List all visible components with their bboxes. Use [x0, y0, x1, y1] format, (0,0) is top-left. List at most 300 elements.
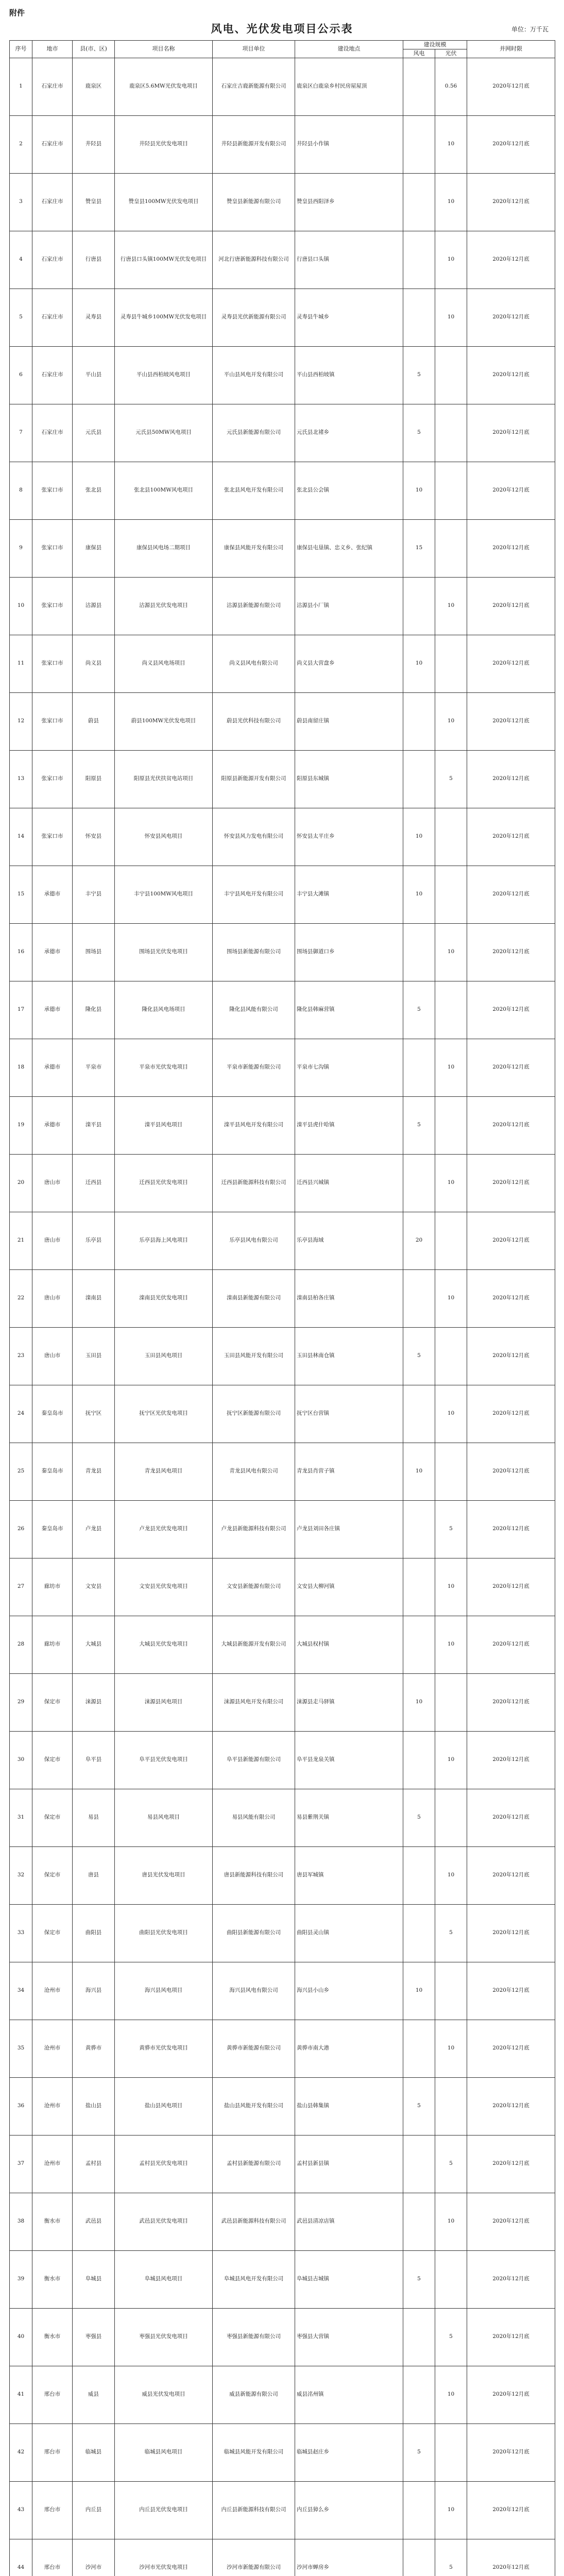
cell-location: 威县洺州镇 [295, 2366, 403, 2424]
cell-time: 2020年12月底 [467, 577, 555, 635]
table-row [10, 462, 555, 519]
cell-wind [403, 577, 435, 635]
cell-solar: 10 [435, 115, 467, 173]
cell-county: 唐县 [73, 1846, 115, 1904]
table-row [10, 2020, 555, 2077]
cell-owner: 易县风能有限公司 [213, 1789, 295, 1846]
col-header-wind: 风电 [403, 49, 435, 58]
cell-project-name: 沽源县光伏发电项目 [115, 577, 213, 635]
cell-county: 怀安县 [73, 808, 115, 866]
cell-city: 沧州市 [32, 2077, 73, 2135]
table-row [10, 58, 555, 115]
cell-location: 武邑县清凉店镇 [295, 2193, 403, 2250]
cell-project-name: 唐县光伏发电项目 [115, 1846, 213, 1904]
cell-location: 卢龙县刘田各庄镇 [295, 1500, 403, 1558]
cell-city: 承德市 [32, 923, 73, 981]
cell-owner: 尚义县风电有限公司 [213, 635, 295, 692]
cell-project-name: 临城县风电项目 [115, 2424, 213, 2481]
cell-solar: 10 [435, 2481, 467, 2539]
cell-solar: 5 [435, 750, 467, 808]
cell-time: 2020年12月底 [467, 2135, 555, 2193]
cell-owner: 平山县风电开发有限公司 [213, 346, 295, 404]
cell-project-name: 围场县光伏发电项目 [115, 923, 213, 981]
cell-owner: 大城县新能源开发有限公司 [213, 1616, 295, 1673]
cell-solar: 10 [435, 923, 467, 981]
cell-county: 尚义县 [73, 635, 115, 692]
cell-wind [403, 2193, 435, 2250]
cell-solar [435, 981, 467, 1039]
cell-location: 海兴县小山乡 [295, 1962, 403, 2020]
table-row [10, 173, 555, 231]
cell-owner: 涞源县风电开发有限公司 [213, 1673, 295, 1731]
cell-location: 怀安县太平庄乡 [295, 808, 403, 866]
cell-wind: 5 [403, 2424, 435, 2481]
cell-time: 2020年12月底 [467, 1385, 555, 1443]
cell-location: 丰宁县大滩镇 [295, 866, 403, 923]
cell-wind [403, 289, 435, 346]
cell-time: 2020年12月底 [467, 692, 555, 750]
cell-project-name: 沙河市光伏发电项目 [115, 2539, 213, 2576]
cell-time: 2020年12月底 [467, 1500, 555, 1558]
cell-city: 邢台市 [32, 2539, 73, 2576]
cell-owner: 抚宁区新能源有限公司 [213, 1385, 295, 1443]
table-row [10, 923, 555, 981]
cell-owner: 灵寿县光伏新能源有限公司 [213, 289, 295, 346]
cell-city: 唐山市 [32, 1212, 73, 1269]
cell-time: 2020年12月底 [467, 2020, 555, 2077]
cell-project-name: 易县风电项目 [115, 1789, 213, 1846]
cell-seq: 8 [10, 462, 32, 519]
cell-project-name: 曲阳县光伏发电项目 [115, 1904, 213, 1962]
cell-project-name: 盐山县风电项目 [115, 2077, 213, 2135]
table-row [10, 1039, 555, 1096]
cell-county: 盐山县 [73, 2077, 115, 2135]
cell-owner: 滦南县新能源有限公司 [213, 1269, 295, 1327]
cell-owner: 卢龙县新能源科技有限公司 [213, 1500, 295, 1558]
col-header-seq: 序号 [10, 41, 32, 58]
cell-time: 2020年12月底 [467, 58, 555, 115]
cell-county: 抚宁区 [73, 1385, 115, 1443]
table-row [10, 1212, 555, 1269]
cell-city: 张家口市 [32, 808, 73, 866]
cell-city: 邢台市 [32, 2366, 73, 2424]
cell-wind [403, 2135, 435, 2193]
cell-location: 枣强县大营镇 [295, 2308, 403, 2366]
table-row [10, 2193, 555, 2250]
cell-city: 唐山市 [32, 1154, 73, 1212]
cell-project-name: 文安县光伏发电项目 [115, 1558, 213, 1616]
cell-city: 保定市 [32, 1789, 73, 1846]
table-row [10, 2366, 555, 2424]
cell-owner: 怀安县风力发电有限公司 [213, 808, 295, 866]
table-row [10, 981, 555, 1039]
cell-project-name: 赞皇县100MW光伏发电项目 [115, 173, 213, 231]
cell-wind [403, 1269, 435, 1327]
cell-city: 沧州市 [32, 1962, 73, 2020]
cell-owner: 曲阳县新能源有限公司 [213, 1904, 295, 1962]
cell-wind [403, 1500, 435, 1558]
cell-solar: 5 [435, 2308, 467, 2366]
table-row [10, 2424, 555, 2481]
cell-county: 卢龙县 [73, 1500, 115, 1558]
cell-solar [435, 2250, 467, 2308]
cell-seq: 12 [10, 692, 32, 750]
cell-seq: 13 [10, 750, 32, 808]
cell-county: 黄骅市 [73, 2020, 115, 2077]
cell-time: 2020年12月底 [467, 2193, 555, 2250]
col-header-scale: 建设规模 [403, 41, 467, 49]
cell-seq: 5 [10, 289, 32, 346]
cell-solar [435, 1327, 467, 1385]
cell-location: 内丘县獐么乡 [295, 2481, 403, 2539]
cell-owner: 黄骅市新能源有限公司 [213, 2020, 295, 2077]
cell-seq: 17 [10, 981, 32, 1039]
table-row [10, 289, 555, 346]
cell-location: 阜城县古城镇 [295, 2250, 403, 2308]
cell-location: 蔚县南留庄镇 [295, 692, 403, 750]
cell-solar: 10 [435, 577, 467, 635]
cell-project-name: 丰宁县100MW风电项目 [115, 866, 213, 923]
cell-project-name: 内丘县光伏发电项目 [115, 2481, 213, 2539]
cell-wind [403, 1154, 435, 1212]
cell-wind [403, 231, 435, 289]
cell-county: 灵寿县 [73, 289, 115, 346]
cell-wind [403, 1846, 435, 1904]
cell-seq: 40 [10, 2308, 32, 2366]
cell-time: 2020年12月底 [467, 1269, 555, 1327]
table-row [10, 692, 555, 750]
cell-wind [403, 1616, 435, 1673]
cell-solar: 5 [435, 1904, 467, 1962]
cell-wind: 10 [403, 1673, 435, 1731]
cell-wind: 10 [403, 866, 435, 923]
cell-county: 滦南县 [73, 1269, 115, 1327]
cell-project-name: 海兴县风电项目 [115, 1962, 213, 2020]
cell-owner: 丰宁县风电开发有限公司 [213, 866, 295, 923]
cell-city: 秦皇岛市 [32, 1385, 73, 1443]
cell-solar: 10 [435, 1846, 467, 1904]
table-row [10, 1500, 555, 1558]
cell-location: 滦平县虎什哈镇 [295, 1096, 403, 1154]
cell-seq: 10 [10, 577, 32, 635]
cell-project-name: 蔚县100MW光伏发电项目 [115, 692, 213, 750]
col-header-city: 地市 [32, 41, 73, 58]
cell-owner: 井陉县新能源开发有限公司 [213, 115, 295, 173]
cell-location: 盐山县韩集镇 [295, 2077, 403, 2135]
cell-city: 承德市 [32, 866, 73, 923]
cell-county: 威县 [73, 2366, 115, 2424]
cell-owner: 乐亭县风电有限公司 [213, 1212, 295, 1269]
cell-city: 张家口市 [32, 750, 73, 808]
cell-seq: 16 [10, 923, 32, 981]
cell-county: 平泉市 [73, 1039, 115, 1096]
table-row [10, 1904, 555, 1962]
cell-seq: 11 [10, 635, 32, 692]
cell-seq: 22 [10, 1269, 32, 1327]
cell-time: 2020年12月底 [467, 1443, 555, 1500]
cell-owner: 迁西县新能源科技有限公司 [213, 1154, 295, 1212]
cell-seq: 24 [10, 1385, 32, 1443]
cell-city: 石家庄市 [32, 404, 73, 462]
cell-seq: 21 [10, 1212, 32, 1269]
cell-time: 2020年12月底 [467, 404, 555, 462]
cell-city: 唐山市 [32, 1269, 73, 1327]
cell-county: 丰宁县 [73, 866, 115, 923]
col-header-owner: 项目单位 [213, 41, 295, 58]
cell-county: 井陉县 [73, 115, 115, 173]
cell-seq: 33 [10, 1904, 32, 1962]
col-header-solar: 光伏 [435, 49, 467, 58]
cell-owner: 阜城县风电开发有限公司 [213, 2250, 295, 2308]
cell-seq: 31 [10, 1789, 32, 1846]
cell-seq: 20 [10, 1154, 32, 1212]
cell-owner: 沽源县新能源有限公司 [213, 577, 295, 635]
cell-solar [435, 2077, 467, 2135]
cell-county: 滦平县 [73, 1096, 115, 1154]
cell-county: 阳原县 [73, 750, 115, 808]
cell-owner: 枣强县新能源有限公司 [213, 2308, 295, 2366]
cell-county: 枣强县 [73, 2308, 115, 2366]
cell-city: 保定市 [32, 1846, 73, 1904]
cell-wind: 5 [403, 2077, 435, 2135]
cell-city: 保定市 [32, 1731, 73, 1789]
cell-county: 武邑县 [73, 2193, 115, 2250]
cell-solar [435, 1212, 467, 1269]
cell-location: 玉田县林南仓镇 [295, 1327, 403, 1385]
table-row [10, 2308, 555, 2366]
cell-time: 2020年12月底 [467, 289, 555, 346]
cell-wind [403, 692, 435, 750]
project-table-wrapper [9, 40, 555, 2576]
cell-project-name: 阳原县光伏扶贫电站项目 [115, 750, 213, 808]
cell-location: 大城县权村镇 [295, 1616, 403, 1673]
cell-county: 易县 [73, 1789, 115, 1846]
cell-seq: 29 [10, 1673, 32, 1731]
cell-location: 黄骅市南大港 [295, 2020, 403, 2077]
cell-city: 石家庄市 [32, 231, 73, 289]
cell-solar: 10 [435, 2020, 467, 2077]
cell-time: 2020年12月底 [467, 231, 555, 289]
cell-location: 元氏县北褚乡 [295, 404, 403, 462]
cell-county: 围场县 [73, 923, 115, 981]
cell-city: 承德市 [32, 1039, 73, 1096]
cell-project-name: 武邑县光伏发电项目 [115, 2193, 213, 2250]
cell-owner: 河北行唐新能源科技有限公司 [213, 231, 295, 289]
table-row [10, 1789, 555, 1846]
cell-wind: 5 [403, 346, 435, 404]
cell-wind [403, 1039, 435, 1096]
cell-solar: 0.56 [435, 58, 467, 115]
cell-city: 保定市 [32, 1904, 73, 1962]
cell-seq: 32 [10, 1846, 32, 1904]
table-row [10, 2539, 555, 2576]
table-row [10, 1846, 555, 1904]
cell-wind [403, 1904, 435, 1962]
cell-project-name: 玉田县风电项目 [115, 1327, 213, 1385]
cell-seq: 19 [10, 1096, 32, 1154]
cell-solar [435, 462, 467, 519]
cell-seq: 26 [10, 1500, 32, 1558]
table-row [10, 404, 555, 462]
cell-solar: 10 [435, 173, 467, 231]
cell-location: 灵寿县牛城乡 [295, 289, 403, 346]
table-row [10, 1673, 555, 1731]
cell-owner: 张北县风电开发有限公司 [213, 462, 295, 519]
cell-owner: 元氏县新能源有限公司 [213, 404, 295, 462]
cell-location: 易县紫荆关镇 [295, 1789, 403, 1846]
cell-city: 石家庄市 [32, 115, 73, 173]
table-row [10, 1558, 555, 1616]
cell-project-name: 阜城县风电项目 [115, 2250, 213, 2308]
cell-seq: 15 [10, 866, 32, 923]
cell-project-name: 大城县光伏发电项目 [115, 1616, 213, 1673]
cell-city: 石家庄市 [32, 346, 73, 404]
cell-solar [435, 866, 467, 923]
cell-time: 2020年12月底 [467, 1904, 555, 1962]
cell-owner: 沙河市新能源有限公司 [213, 2539, 295, 2576]
table-row [10, 1385, 555, 1443]
cell-city: 承德市 [32, 981, 73, 1039]
cell-solar [435, 1962, 467, 2020]
cell-location: 井陉县小作镇 [295, 115, 403, 173]
cell-seq: 37 [10, 2135, 32, 2193]
cell-location: 沽源县小厂镇 [295, 577, 403, 635]
cell-project-name: 鹿泉区5.6MW光伏发电项目 [115, 58, 213, 115]
cell-owner: 阜平县新能源有限公司 [213, 1731, 295, 1789]
cell-project-name: 青龙县风电项目 [115, 1443, 213, 1500]
cell-seq: 39 [10, 2250, 32, 2308]
cell-owner: 青龙县风电有限公司 [213, 1443, 295, 1500]
cell-project-name: 平山县西柏坡风电项目 [115, 346, 213, 404]
attachment-label: 附件 [9, 8, 25, 18]
cell-time: 2020年12月底 [467, 1212, 555, 1269]
cell-time: 2020年12月底 [467, 2308, 555, 2366]
cell-seq: 6 [10, 346, 32, 404]
cell-seq: 43 [10, 2481, 32, 2539]
cell-county: 迁西县 [73, 1154, 115, 1212]
table-row [10, 750, 555, 808]
cell-county: 青龙县 [73, 1443, 115, 1500]
cell-project-name: 孟村县光伏发电项目 [115, 2135, 213, 2193]
cell-owner: 蔚县光伏科技有限公司 [213, 692, 295, 750]
col-header-county: 县(市、区) [73, 41, 115, 58]
cell-time: 2020年12月底 [467, 1096, 555, 1154]
cell-location: 康保县屯垦镇、忠义乡、张纪镇 [295, 519, 403, 577]
cell-city: 张家口市 [32, 462, 73, 519]
cell-project-name: 迁西县光伏发电项目 [115, 1154, 213, 1212]
cell-wind [403, 58, 435, 115]
cell-city: 秦皇岛市 [32, 1500, 73, 1558]
cell-city: 石家庄市 [32, 58, 73, 115]
cell-seq: 14 [10, 808, 32, 866]
cell-time: 2020年12月底 [467, 1962, 555, 2020]
cell-seq: 9 [10, 519, 32, 577]
cell-seq: 36 [10, 2077, 32, 2135]
cell-project-name: 抚宁区光伏发电项目 [115, 1385, 213, 1443]
cell-solar [435, 1673, 467, 1731]
cell-solar: 10 [435, 1385, 467, 1443]
cell-county: 沙河市 [73, 2539, 115, 2576]
cell-time: 2020年12月底 [467, 808, 555, 866]
cell-project-name: 井陉县光伏发电项目 [115, 115, 213, 173]
cell-county: 平山县 [73, 346, 115, 404]
cell-wind: 10 [403, 462, 435, 519]
page-title: 风电、光伏发电项目公示表 [211, 22, 353, 35]
cell-wind: 15 [403, 519, 435, 577]
cell-wind [403, 1385, 435, 1443]
cell-city: 保定市 [32, 1673, 73, 1731]
cell-solar: 10 [435, 1558, 467, 1616]
cell-solar: 10 [435, 2193, 467, 2250]
cell-seq: 2 [10, 115, 32, 173]
cell-solar: 10 [435, 692, 467, 750]
cell-solar: 10 [435, 1269, 467, 1327]
cell-location: 孟村县新县镇 [295, 2135, 403, 2193]
cell-location: 青龙县肖营子镇 [295, 1443, 403, 1500]
cell-wind: 5 [403, 404, 435, 462]
cell-owner: 阳原县新能源开发有限公司 [213, 750, 295, 808]
cell-location: 唐县军城镇 [295, 1846, 403, 1904]
cell-county: 张北县 [73, 462, 115, 519]
cell-solar: 10 [435, 1616, 467, 1673]
cell-time: 2020年12月底 [467, 2077, 555, 2135]
cell-seq: 18 [10, 1039, 32, 1096]
cell-city: 承德市 [32, 1096, 73, 1154]
table-row [10, 346, 555, 404]
cell-location: 鹿泉区白鹿泉乡村民房屋屋顶 [295, 58, 403, 115]
cell-time: 2020年12月底 [467, 1673, 555, 1731]
cell-solar: 10 [435, 1731, 467, 1789]
cell-solar [435, 1096, 467, 1154]
cell-seq: 42 [10, 2424, 32, 2481]
cell-wind: 10 [403, 1962, 435, 2020]
cell-wind [403, 2308, 435, 2366]
table-header-row [10, 41, 555, 49]
cell-wind: 10 [403, 1443, 435, 1500]
cell-project-name: 黄骅市光伏发电项目 [115, 2020, 213, 2077]
cell-location: 围场县御道口乡 [295, 923, 403, 981]
cell-seq: 1 [10, 58, 32, 115]
cell-solar: 5 [435, 1500, 467, 1558]
table-row [10, 231, 555, 289]
cell-city: 石家庄市 [32, 173, 73, 231]
cell-owner: 石家庄吉鹿新能源有限公司 [213, 58, 295, 115]
cell-owner: 临城县风能开发有限公司 [213, 2424, 295, 2481]
cell-county: 沽源县 [73, 577, 115, 635]
cell-location: 迁西县兴城镇 [295, 1154, 403, 1212]
cell-project-name: 元氏县50MW风电项目 [115, 404, 213, 462]
cell-wind: 5 [403, 2250, 435, 2308]
cell-owner: 滦平县风电开发有限公司 [213, 1096, 295, 1154]
table-row [10, 1443, 555, 1500]
cell-wind [403, 115, 435, 173]
cell-city: 沧州市 [32, 2135, 73, 2193]
cell-location: 乐亭县海域 [295, 1212, 403, 1269]
cell-location: 赞皇县西阳泽乡 [295, 173, 403, 231]
cell-location: 尚义县大营盘乡 [295, 635, 403, 692]
cell-county: 涞源县 [73, 1673, 115, 1731]
cell-owner: 围场县新能源有限公司 [213, 923, 295, 981]
cell-project-name: 张北县100MW风电项目 [115, 462, 213, 519]
cell-wind [403, 2539, 435, 2576]
cell-location: 阜平县龙泉关镇 [295, 1731, 403, 1789]
cell-wind [403, 173, 435, 231]
cell-city: 石家庄市 [32, 289, 73, 346]
cell-owner: 唐县新能源科技有限公司 [213, 1846, 295, 1904]
table-row [10, 577, 555, 635]
cell-location: 张北县公会镇 [295, 462, 403, 519]
cell-location: 阳原县东城镇 [295, 750, 403, 808]
